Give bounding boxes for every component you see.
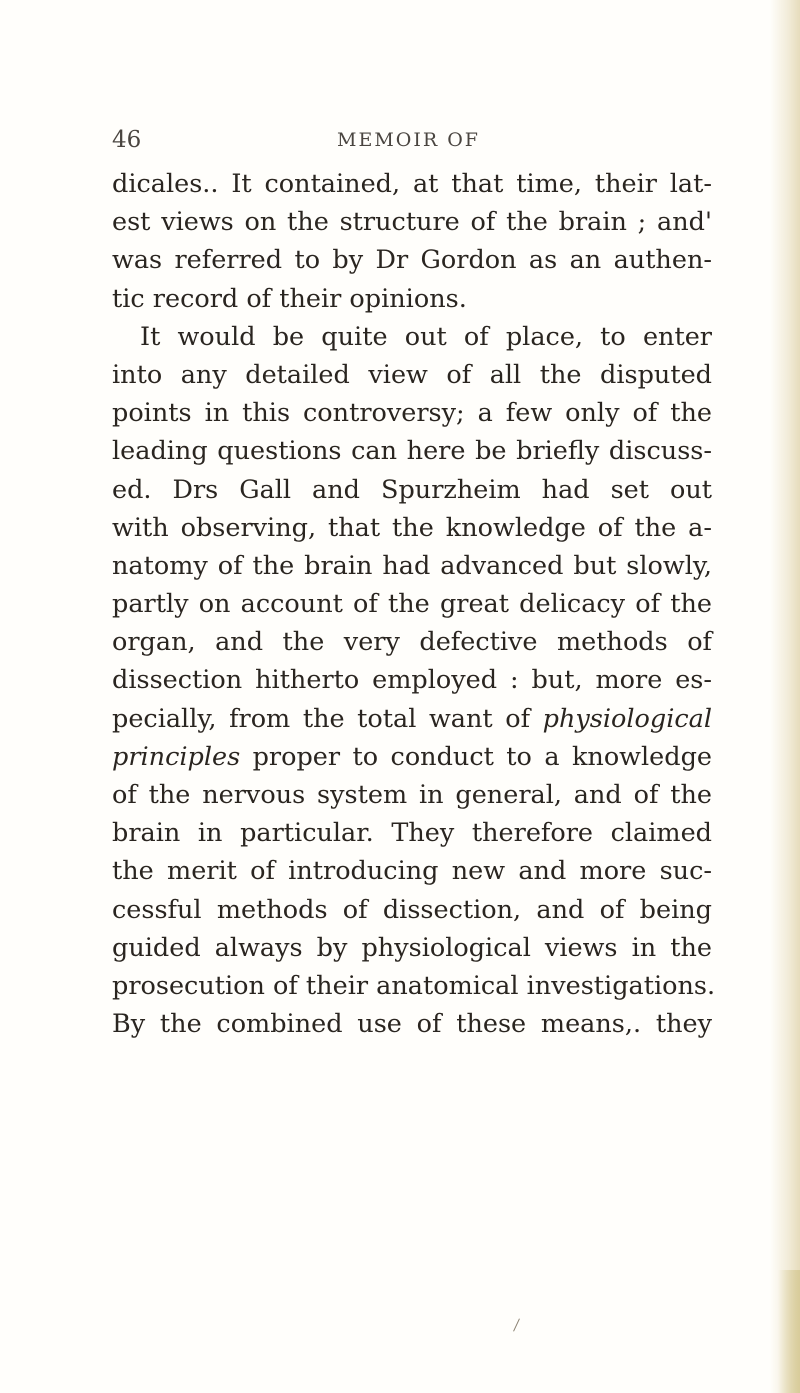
text-segment: proper to conduct to a knowledge: [240, 741, 712, 772]
text-line: dicales.. It contained, at that time, their lat-: [112, 169, 712, 199]
page-edge-shadow: [770, 0, 800, 1393]
text-segment: pecially, from the total want of: [112, 703, 543, 734]
text-line: cessful methods of dissection, and of being: [112, 894, 712, 925]
ink-mark: [513, 1318, 520, 1331]
text-line: partly on account of the great delicacy of the: [112, 589, 712, 620]
page-edge-stain: [778, 1270, 800, 1393]
text-line: into any detailed view of all the disputed: [112, 359, 712, 390]
text-line: brain in particular. They therefore claimed: [112, 818, 712, 849]
text-line: leading questions can here be briefly discuss-: [112, 436, 712, 467]
text-line: natomy of the brain had advanced but slowly,: [112, 550, 712, 581]
text-line: of the nervous system in general, and of the: [112, 780, 712, 810]
text-line: est views on the structure of the brain ; and': [112, 207, 712, 238]
text-line: [112, 738, 712, 776]
text-line: By the combined use of these means,. they: [112, 1009, 712, 1040]
italic-phrase: principles: [112, 741, 241, 772]
running-head: MEMOIR OF: [337, 129, 480, 151]
text-line: prosecution of their anatomical investigations.: [112, 970, 716, 1001]
text-line: tic record of their opinions.: [112, 283, 467, 314]
text-line: dissection hitherto employed : but, more es-: [112, 665, 712, 696]
text-line: ed. Drs Gall and Spurzheim had set out: [112, 474, 712, 505]
text-line: the merit of introducing new and more suc-: [112, 856, 712, 887]
text-line: [112, 700, 712, 738]
body-text: [112, 165, 716, 1043]
italic-phrase: physiological: [542, 703, 712, 734]
page-header: [112, 127, 712, 157]
page-number: 46: [112, 127, 142, 153]
text-line: was referred to by Dr Gordon as an authen-: [112, 245, 712, 276]
text-line: organ, and the very defective methods of: [112, 627, 712, 658]
text-line: guided always by physiological views in the: [112, 932, 712, 963]
text-line: with observing, that the knowledge of the a-: [112, 512, 712, 543]
text-line: It would be quite out of place, to enter: [140, 321, 712, 352]
text-line: points in this controversy; a few only of the: [112, 398, 712, 429]
